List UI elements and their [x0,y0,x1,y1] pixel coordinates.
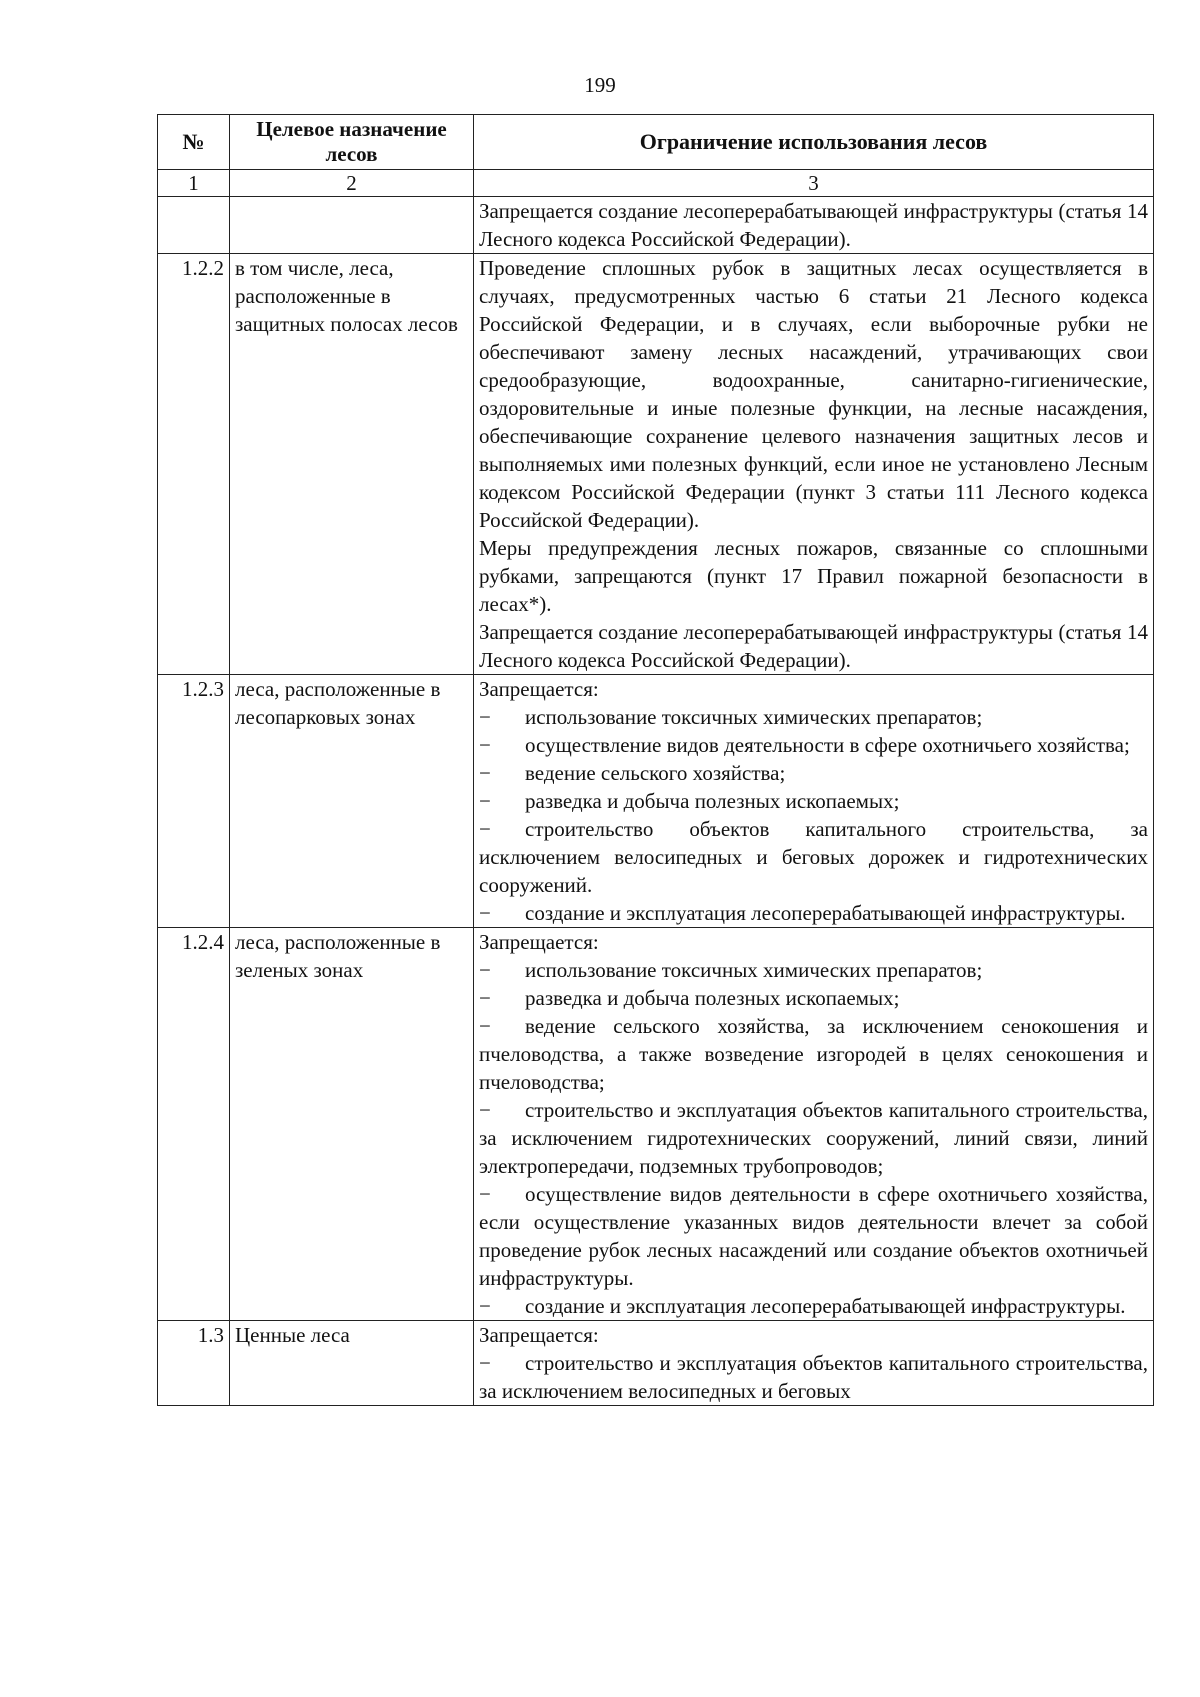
dash-marker: − [479,901,491,925]
dash-marker: − [479,733,491,757]
restrictions-table [157,114,1154,1406]
list-item-text: использование токсичных химических препаратов; [525,705,983,729]
row-restriction [474,928,1154,1321]
dash-marker: − [479,1351,491,1375]
restriction-paragraph: Запрещается создание лесоперерабатывающей инфраструктуры (статья 14 Лесного кодекса Российской Федерации). [479,199,1148,251]
dash-marker: − [479,1098,491,1122]
dash-marker: − [479,817,491,841]
column-number: 3 [474,170,1154,197]
table-header-row [158,115,1154,170]
column-number-row [158,170,1154,197]
restriction-intro: Запрещается: [479,930,599,954]
restriction-paragraph: Проведение сплошных рубок в защитных лесах осуществляется в случаях, предусмотренных частью 6 статьи 21 Лесного кодекса Российской Федерации, и в случаях, если выборочные рубки не обеспечивают замену лесных насаждений, утрачивающих свои средообразующие, водоохранные, санитарно-гигиенические, оздоровительные и иные полезные функции, на лесные насаждения, обеспечивающие сохранение целевого назначения защитных лесов и выполняемых ими полезных функций, если иное не установлено Лесным кодексом Российской Федерации (пункт 3 статьи 111 Лесного кодекса Российской Федерации). [479,256,1148,532]
restriction-list-item [479,1180,1148,1292]
list-item-text: разведка и добыча полезных ископаемых; [525,789,900,813]
list-item-text: осуществление видов деятельности в сфере охотничьего хозяйства; [525,733,1130,757]
restriction-list-item [479,759,1148,787]
restriction-paragraph: Меры предупреждения лесных пожаров, связанные со сплошными рубками, запрещаются (пункт 17 Правил пожарной безопасности в лесах*). [479,536,1148,616]
list-item-text: строительство и эксплуатация объектов капитального строительства, за исключением велосипедных и беговых [479,1351,1148,1403]
restriction-intro: Запрещается: [479,677,599,701]
restriction-list-item [479,1349,1148,1405]
restriction-list-item [479,984,1148,1012]
row-purpose: в том числе, леса, расположенные в защитных полосах лесов [230,254,474,675]
list-item-text: ведение сельского хозяйства, за исключением сенокошения и пчеловодства, а также возведение изгородей в целях сенокошения и пчеловодства; [479,1014,1148,1094]
row-restriction [474,675,1154,928]
restriction-paragraph: Запрещается создание лесоперерабатывающей инфраструктуры (статья 14 Лесного кодекса Российской Федерации). [479,620,1148,672]
list-item-text: ведение сельского хозяйства; [525,761,786,785]
row-restriction [474,1321,1154,1406]
row-purpose: Ценные леса [230,1321,474,1406]
dash-marker: − [479,761,491,785]
row-restriction [474,254,1154,675]
restriction-list-item [479,1096,1148,1180]
restriction-list-item [479,1292,1148,1320]
header-restriction: Ограничение использования лесов [474,115,1154,170]
restriction-list-item [479,731,1148,759]
header-purpose: Целевое назначение лесов [230,115,474,170]
table-row [158,675,1154,928]
restriction-list-item [479,1012,1148,1096]
restriction-list-item [479,703,1148,731]
list-item-text: создание и эксплуатация лесоперерабатывающей инфраструктуры. [525,901,1126,925]
row-number: 1.3 [158,1321,230,1406]
dash-marker: − [479,958,491,982]
row-purpose: леса, расположенные в зеленых зонах [230,928,474,1321]
page-number: 199 [584,73,616,97]
row-number [158,197,230,254]
column-number: 1 [158,170,230,197]
dash-marker: − [479,986,491,1010]
row-number: 1.2.3 [158,675,230,928]
list-item-text: разведка и добыча полезных ископаемых; [525,986,900,1010]
dash-marker: − [479,1294,491,1318]
table-row [158,1321,1154,1406]
dash-marker: − [479,1182,491,1206]
row-number: 1.2.4 [158,928,230,1321]
restriction-list-item [479,956,1148,984]
row-restriction [474,197,1154,254]
column-number: 2 [230,170,474,197]
row-purpose: леса, расположенные в лесопарковых зонах [230,675,474,928]
restriction-list-item [479,787,1148,815]
header-number: № [158,115,230,170]
list-item-text: строительство объектов капитального строительства, за исключением велосипедных и беговых дорожек и гидротехнических сооружений. [479,817,1148,897]
dash-marker: − [479,705,491,729]
dash-marker: − [479,1014,491,1038]
restriction-list-item [479,815,1148,899]
table-row [158,254,1154,675]
table-row [158,197,1154,254]
table-row [158,928,1154,1321]
row-number: 1.2.2 [158,254,230,675]
list-item-text: осуществление видов деятельности в сфере охотничьего хозяйства, если осуществление указанных видов деятельности влечет за собой проведение рубок лесных насаждений или создание объектов охотничьей инфраструктуры. [479,1182,1148,1290]
dash-marker: − [479,789,491,813]
list-item-text: строительство и эксплуатация объектов капитального строительства, за исключением гидротехнических сооружений, линий связи, линий электропередачи, подземных трубопроводов; [479,1098,1148,1178]
restriction-list-item [479,899,1148,927]
list-item-text: создание и эксплуатация лесоперерабатывающей инфраструктуры. [525,1294,1126,1318]
restriction-intro: Запрещается: [479,1323,599,1347]
list-item-text: использование токсичных химических препаратов; [525,958,983,982]
row-purpose [230,197,474,254]
